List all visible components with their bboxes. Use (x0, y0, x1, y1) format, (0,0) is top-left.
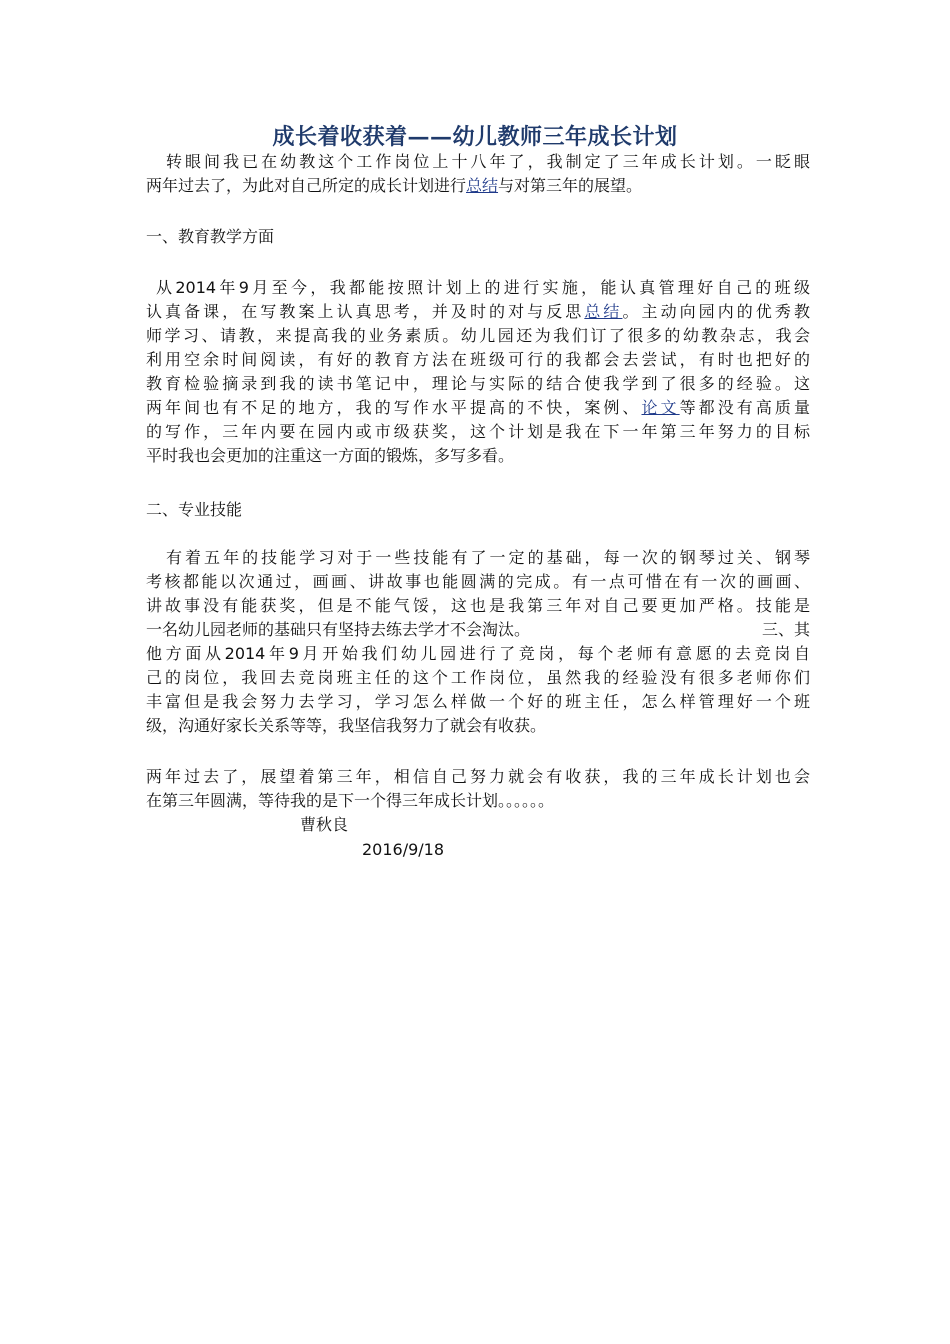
closing-line-1: 两年过去了，展望着第三年，相信自己努力就会有收获，我的三年成长计划也会 (146, 767, 810, 786)
intro-text-a: 两年过去了，为此对自己所定的成长计划进行 (146, 176, 467, 195)
s2-l4-b: 三、其 (761, 620, 810, 639)
section2-line-7: 丰富但是我会努力去学习，学习怎么样做一个好的班主任，怎么样管理好一个班 (146, 692, 810, 711)
closing-line-2: 在第三年圆满，等待我的是下一个得三年成长计划。。。。。。 (146, 791, 555, 810)
intro-line-1: 转眼间我已在幼教这个工作岗位上十八年了，我制定了三年成长计划。一眨眼 (166, 152, 810, 171)
s1-l1-month: 9 (238, 278, 249, 297)
summary-link-2[interactable]: 总结 (584, 302, 623, 321)
thesis-link[interactable]: 论文 (641, 398, 680, 417)
s1-l2-b: 。主动向园内的优秀教 (622, 302, 810, 321)
section2-line-5 (146, 642, 810, 666)
document-date: 2016/9/18 (362, 840, 445, 859)
section1-line-1 (146, 276, 810, 300)
s1-l1-c: 月至今，我都能按照计划上的进行实施，能认真管理好自己的班级 (248, 278, 810, 297)
s2-l5-b: 年 (265, 644, 289, 663)
s2-l5-a: 他方面从 (146, 644, 225, 663)
summary-link-1[interactable]: 总结 (466, 176, 499, 195)
section1-line-5: 教育检验摘录到我的读书笔记中，理论与实际的结合使我学到了很多的经验。这 (146, 374, 810, 393)
section1-line-4: 利用空余时间阅读，有好的教育方法在班级可行的我都会去尝试，有时也把好的 (146, 350, 810, 369)
section2-line-3: 讲故事没有能获奖，但是不能气馁，这也是我第三年对自己要更加严格。技能是 (146, 596, 810, 615)
s2-l4-a: 一名幼儿园老师的基础只有坚持去练去学才不会淘汰。 (146, 620, 531, 639)
s1-l1-b: 年 (216, 278, 239, 297)
document-title: 成长着收获着——幼儿教师三年成长计划 (272, 124, 678, 150)
s1-l1-year: 2014 (175, 278, 217, 297)
section2-line-8: 级，沟通好家长关系等等，我坚信我努力了就会有收获。 (146, 716, 547, 735)
intro-text-b: 与对第三年的展望。 (498, 176, 643, 195)
s1-l1-a: 从 (156, 278, 176, 297)
author-name: 曹秋良 (300, 815, 349, 834)
section2-line-1: 有着五年的技能学习对于一些技能有了一定的基础，每一次的钢琴过关、钢琴 (166, 548, 810, 567)
s2-l5-c: 月开始我们幼儿园进行了竞岗，每个老师有意愿的去竞岗自 (298, 644, 810, 663)
s1-l2-a: 认真备课，在写教案上认真思考，并及时的对与反思 (146, 302, 585, 321)
section1-line-3: 师学习、请教，来提高我的业务素质。幼儿园还为我们订了很多的幼教杂志，我会 (146, 326, 810, 345)
section1-heading: 一、教育教学方面 (146, 227, 275, 246)
section2-heading: 二、专业技能 (146, 500, 243, 519)
s2-l5-month: 9 (288, 644, 299, 663)
section2-line-4 (146, 618, 810, 642)
section1-line-2 (146, 300, 810, 324)
section1-line-7: 的写作，三年内要在园内或市级获奖，这个计划是我在下一年第三年努力的目标 (146, 422, 810, 441)
s1-l6-b: 等都没有高质量 (679, 398, 810, 417)
section2-line-6: 己的岗位，我回去竞岗班主任的这个工作岗位，虽然我的经验没有很多老师你们 (146, 668, 810, 687)
section2-line-2: 考核都能以次通过，画画、讲故事也能圆满的完成。有一点可惜在有一次的画画、 (146, 572, 810, 591)
s2-l5-year: 2014 (224, 644, 266, 663)
s1-l6-a: 两年间也有不足的地方，我的写作水平提高的不快，案例、 (146, 398, 642, 417)
section1-line-6 (146, 396, 810, 420)
intro-line-2 (146, 174, 810, 198)
section1-line-8: 平时我也会更加的注重这一方面的锻炼，多写多看。 (146, 446, 515, 465)
